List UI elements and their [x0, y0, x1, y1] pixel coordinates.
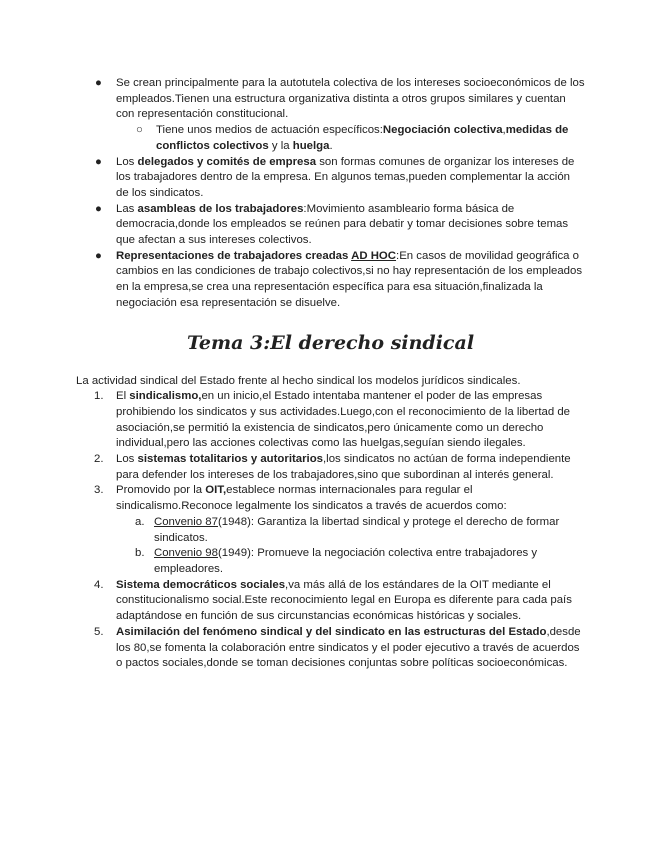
convenio-98-link[interactable]: Convenio 98 — [154, 547, 218, 560]
lettered-text: (1948): Garantiza la libertad sindical y protege el derecho de formar sindicatos. — [154, 515, 560, 544]
section-title: Tema 3:El derecho sindical — [186, 331, 475, 354]
item-bold-text: sindicalismo, — [129, 390, 202, 403]
bullet-dot-icon: ● — [95, 249, 102, 262]
bullet-bold-text: asambleas de los trabajadores — [137, 202, 304, 215]
circle-bullet-icon: ○ — [136, 124, 143, 137]
item-bold-text: sistemas totalitarios y autoritarios — [137, 453, 324, 466]
sub-bullet-item — [136, 123, 585, 154]
bullet-dot-icon: ● — [95, 202, 102, 215]
numbered-item — [94, 578, 585, 625]
numbered-item — [94, 625, 585, 672]
item-text: El — [116, 390, 130, 403]
ad-hoc-underlined-text: AD HOC — [351, 249, 397, 262]
bullet-item — [95, 202, 585, 249]
item-number: 3. — [94, 484, 104, 497]
sub-bold-text: medidas de conflictos colectivos — [156, 124, 569, 152]
item-text: Los — [116, 453, 138, 466]
bullet-dot-icon: ● — [95, 155, 102, 168]
lettered-item — [135, 546, 585, 577]
bullet-text: Los — [116, 155, 138, 168]
numbered-list — [76, 389, 585, 672]
sub-bold-text: Negociación colectiva — [382, 124, 503, 137]
bullet-item — [95, 249, 585, 312]
section-intro: La actividad sindical del Estado frente al hecho sindical los modelos jurídicos sindicales. — [76, 374, 521, 387]
bullet-list — [76, 76, 585, 312]
item-letter: a. — [135, 515, 145, 528]
sub-bold-text: huelga — [292, 139, 330, 152]
item-bold-text: Asimilación del fenómeno sindical y del sindicato en las estructuras del Estado — [116, 625, 547, 638]
lettered-text: (1949): Promueve la negociación colectiva entre trabajadores y empleadores. — [154, 547, 538, 575]
lettered-item — [135, 515, 585, 546]
lettered-list — [116, 515, 585, 578]
sub-text: , — [502, 124, 506, 137]
bullet-bold-text: delegados y comités de empresa — [137, 155, 317, 168]
numbered-item — [94, 389, 585, 452]
item-text: establece normas internacionales para regular el sindicalismo.Reconoce legalmente los sindicatos a través de acuerdos como: — [116, 484, 507, 513]
item-text: ,desde los 80,se fomenta la colaboración entre sindicatos y el poder ejecutivo a través de acuerdos o pactos sociales,donde se toman decisiones conjuntas sobre políticas socioeconómicas. — [116, 625, 581, 670]
bullet-text: :En casos de movilidad geográfica o cambios en las condiciones de trabajo colectivos,si no hay representación de los empleados en la empresa,se crea una representación específica para esa situación,finalizada la negociación esa representación se disuelve. — [116, 249, 583, 309]
sub-text: . — [329, 139, 333, 152]
bullet-text: Las — [116, 202, 138, 215]
sub-bullet-list — [116, 123, 585, 154]
item-letter: b. — [135, 547, 145, 560]
numbered-item — [94, 483, 585, 577]
bullet-item — [95, 155, 585, 202]
item-text: en un inicio,el Estado intentaba mantener el poder de las empresas prohibiendo los sindicatos y sus actividades.Luego,con el reconocimiento de la libertad de asociación,se permitió la existencia de sindicatos,pero únicamente como un derecho individual,pero las acciones colectivas como las huelgas,seguían siendo ilegales. — [116, 390, 571, 450]
item-bold-text: Sistema democráticos sociales — [116, 578, 286, 591]
item-number: 5. — [94, 625, 104, 638]
bullet-dot-icon: ● — [95, 77, 102, 89]
numbered-item — [94, 452, 585, 483]
sub-text: y la — [268, 139, 293, 152]
bullet-text: son formas comunes de organizar los intereses de los trabajadores dentro de la empresa. En algunos temas,pueden complementar la acción de los sindicatos. — [116, 155, 575, 199]
item-text: Promovido por la — [116, 484, 206, 497]
item-text: ,va más allá de los estándares de la OIT mediante el constitucionalismo social.Este reconocimiento legal en Europa es diferente para cada país adaptándose en función de sus circunstancias económicas históricas y sociales. — [116, 578, 572, 623]
convenio-87-link[interactable]: Convenio 87 — [154, 515, 218, 528]
item-text: ,los sindicatos no actúan de forma independiente para defender los intereses de los trabajadores,sino que subordinan al interés general. — [116, 453, 571, 481]
item-bold-text: OIT, — [205, 484, 227, 497]
bullet-text: :Movimiento asambleario forma básica de democracia,donde los empleados se reúnen para debatir y tomar decisiones sobre temas que afectan a sus intereses colectivos. — [116, 202, 569, 247]
bullet-bold-text: Representaciones de trabajadores creadas — [116, 249, 352, 262]
item-number: 2. — [94, 453, 104, 466]
item-number: 4. — [94, 578, 104, 591]
bullet-item — [95, 76, 585, 155]
bullet-text: Se crean principalmente para la autotutela colectiva de los intereses socioeconómicos de los empleados.Tienen una estructura organizativa distinta a otros grupos similares y cuentan con representación constitucional. — [116, 77, 585, 121]
item-number: 1. — [94, 390, 104, 403]
sub-text: Tiene unos medios de actuación específicos: — [156, 124, 383, 137]
